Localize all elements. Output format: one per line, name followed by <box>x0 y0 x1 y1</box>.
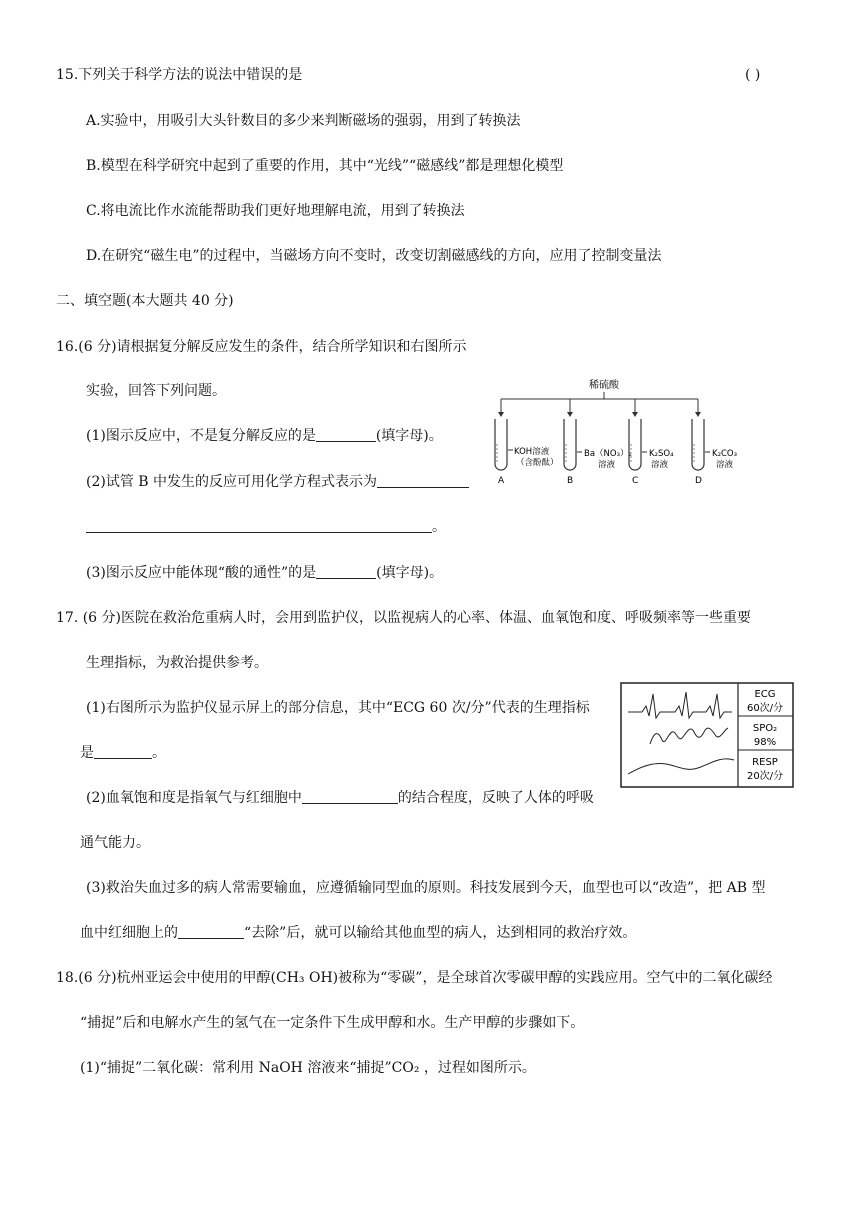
tube-a-letter: A <box>498 476 505 486</box>
q15-option-a: A.实验中，用吸引大头针数目的多少来判断磁场的强弱，用到了转换法 <box>86 113 521 129</box>
q16-part1-text: (1)图示反应中，不是复分解反应的是 <box>86 428 316 444</box>
tube-a <box>495 399 559 486</box>
q17-part3-line1: (3)救治失血过多的病人常需要输血，应遵循输同型血的原则。科技发展到今天，血型也可以“改造”，把 AB 型 <box>86 880 766 896</box>
q17-part1-line1: (1)右图所示为监护仪显示屏上的部分信息，其中“ECG 60 次/分”代表的生理指标 <box>86 700 590 716</box>
q16-part1-suffix: (填字母)。 <box>375 428 443 444</box>
tube-c <box>629 399 674 486</box>
tube-b <box>564 399 632 486</box>
section-title: 二、填空题(本大题共 40 分) <box>56 293 234 309</box>
q17-part3-prefix: 血中红细胞上的 <box>80 925 178 941</box>
q16-part2 <box>86 472 469 492</box>
q17-part2-text: (2)血氧饱和度是指氧气与红细胞中 <box>86 790 302 806</box>
tube-b-label-2: 溶液 <box>598 460 616 470</box>
q16-part3-blank[interactable] <box>316 564 376 579</box>
q18-stem-line2: “捕捉”后和电解水产生的氢气在一定条件下生成甲醇和水。生产甲醇的步骤如下。 <box>80 1015 585 1031</box>
q16-part2-text: (2)试管 B 中发生的反应可用化学方程式表示为 <box>86 474 378 490</box>
tube-c-letter: C <box>632 476 639 486</box>
tube-d <box>692 399 737 486</box>
ecg-label: ECG <box>754 689 776 700</box>
patient-monitor-figure <box>620 682 794 788</box>
q16-stem-line1: 16.(6 分)请根据复分解反应发生的条件，结合所学知识和右图所示 <box>56 339 467 355</box>
q17-part1-prefix: 是 <box>80 745 94 761</box>
q16-part1 <box>86 426 443 446</box>
q15-option-c: C.将电流比作水流能帮助我们更好地理解电流，用到了转换法 <box>86 203 465 219</box>
q16-part3-suffix: (填字母)。 <box>376 565 444 581</box>
q17-stem-line2: 生理指标，为救治提供参考。 <box>86 655 268 671</box>
q16-part2-end: 。 <box>432 519 446 535</box>
spo2-label: SPO₂ <box>752 723 778 734</box>
q17-part2-line2: 通气能力。 <box>80 835 150 851</box>
q18-stem-line1: 18.(6 分)杭州亚运会中使用的甲醇(CH₃ OH)被称为“零碳”，是全球首次零碳甲醇的实践应用。空气中的二氧化碳经 <box>56 970 773 986</box>
tube-b-letter: B <box>567 476 574 486</box>
q16-part2-blank-2[interactable] <box>86 518 432 533</box>
q16-stem-line2: 实验，回答下列问题。 <box>86 383 226 399</box>
q15-option-d: D.在研究“磁生电”的过程中，当磁场方向不变时，改变切割磁感线的方向，应用了控制变量法 <box>86 248 662 264</box>
q18-part1: (1)“捕捉”二氧化碳：常利用 NaOH 溶液来“捕捉”CO₂ ，过程如图所示。 <box>80 1060 536 1076</box>
tube-c-label-1: K₂SO₄ <box>649 449 674 459</box>
q17-stem-line1: 17. (6 分)医院在救治危重病人时，会用到监护仪，以监视病人的心率、体温、血氧饱和度、呼吸频率等一些重要 <box>56 610 751 626</box>
q15-answer-bracket: ( ) <box>745 67 761 83</box>
q16-part3 <box>86 563 443 583</box>
q16-part1-blank[interactable] <box>316 427 376 442</box>
q16-part3-text: (3)图示反应中能体现“酸的通性”的是 <box>86 565 317 581</box>
tube-c-label-2: 溶液 <box>651 460 669 470</box>
tube-d-letter: D <box>695 476 702 486</box>
q16-part2-blank-1[interactable] <box>377 473 469 488</box>
tube-b-label-1: Ba（NO₃）₂ <box>584 449 632 459</box>
q17-part2-blank[interactable] <box>302 789 398 804</box>
q17-part1-blank[interactable] <box>94 744 152 759</box>
q17-part1-line2 <box>80 743 166 763</box>
acid-label: 稀硫酸 <box>589 380 619 391</box>
q15-option-b: B.模型在科学研究中起到了重要的作用，其中“光线”“磁感线”都是理想化模型 <box>86 158 564 174</box>
q17-part3-line2 <box>80 923 636 943</box>
tube-a-label-2: （含酚酞） <box>516 458 559 468</box>
tube-d-label-2: 溶液 <box>716 460 734 470</box>
resp-label: RESP <box>752 757 778 768</box>
q17-part2-suffix: 的结合程度，反映了人体的呼吸 <box>397 790 594 806</box>
tube-d-label-1: K₂CO₃ <box>712 449 738 459</box>
q17-part2-line1 <box>86 788 594 808</box>
tube-a-label-1: KOH溶液 <box>514 447 550 457</box>
q17-part3-blank[interactable] <box>178 924 244 939</box>
resp-value: 20次/分 <box>746 771 784 782</box>
q16-part2-line2 <box>86 517 446 537</box>
test-tube-figure <box>488 372 758 490</box>
ecg-value: 60次/分 <box>746 703 784 714</box>
q17-part3-suffix: “去除”后，就可以输给其他血型的病人，达到相同的救治疗效。 <box>244 925 637 941</box>
q15-stem: 15.下列关于科学方法的说法中错误的是 <box>56 67 303 83</box>
q17-part1-end: 。 <box>152 745 166 761</box>
spo2-value: 98% <box>753 737 777 748</box>
